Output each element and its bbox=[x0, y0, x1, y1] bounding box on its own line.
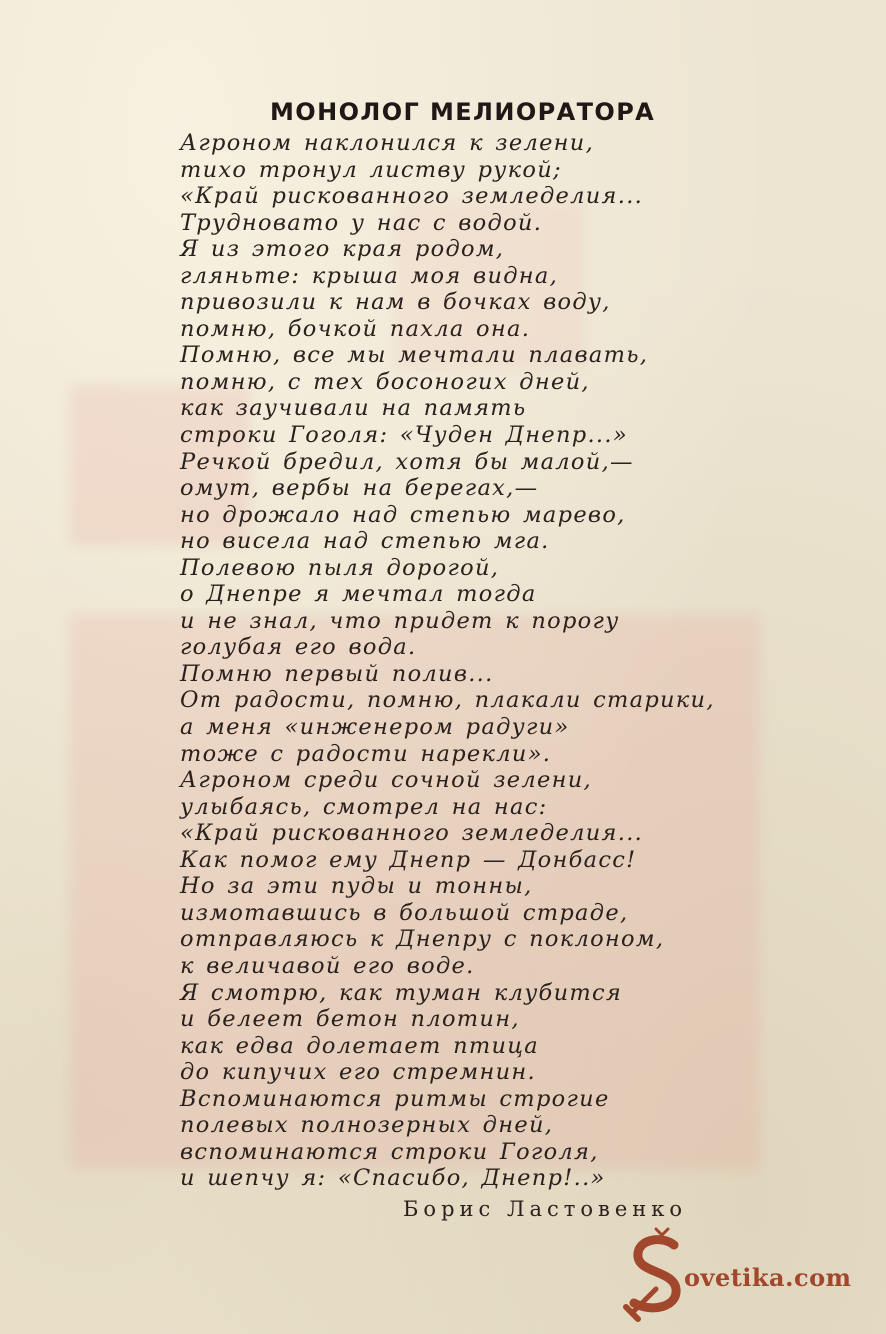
poem-line: Как помог ему Днепр — Донбасс! bbox=[180, 846, 637, 873]
poem-line: Я из этого края родом, bbox=[180, 236, 505, 263]
poem-line: и не знал, что придет к порогу bbox=[180, 607, 620, 634]
poem-line: Вспоминаются ритмы строгие bbox=[180, 1085, 610, 1112]
poem-title: МОНОЛОГ МЕЛИОРАТОРА bbox=[270, 98, 656, 126]
poem-line: улыбаясь, смотрел на нас: bbox=[180, 793, 548, 820]
poem-line: и шепчу я: «Спасибо, Днепр!..» bbox=[180, 1165, 606, 1192]
poem-line: измотавшись в большой страде, bbox=[180, 899, 629, 926]
poem-line: до кипучих его стремнин. bbox=[180, 1059, 536, 1086]
poem-line: Речкой бредил, хотя бы малой,— bbox=[180, 448, 634, 475]
poem-line: помню, бочкой пахла она. bbox=[180, 315, 531, 342]
poem-line: Агроном наклонился к зелени, bbox=[180, 130, 595, 156]
poem-line: тоже с радости нарекли». bbox=[180, 740, 552, 767]
poem-line: Трудновато у нас с водой. bbox=[180, 209, 543, 236]
poem-line: Агроном среди сочной зелени, bbox=[180, 767, 593, 794]
poem-line: привозили к нам в бочках воду, bbox=[180, 289, 611, 316]
poem-author: Борис Ластовенко bbox=[403, 1197, 688, 1221]
poem-line: как едва долетает птица bbox=[180, 1032, 540, 1059]
poem-body bbox=[180, 130, 715, 1192]
poem-line: Я смотрю, как туман клубится bbox=[180, 979, 623, 1006]
poem-line: отправляюсь к Днепру с поклоном, bbox=[180, 926, 665, 953]
poem-line: Помню, все мы мечтали плавать, bbox=[180, 342, 649, 369]
poem-line: голубая его вода. bbox=[180, 634, 417, 661]
poem-line: но дрожало над степью марево, bbox=[180, 501, 626, 528]
poem-line: От радости, помню, плакали старики, bbox=[180, 687, 715, 714]
poem-line: вспоминаются строки Гоголя, bbox=[180, 1138, 599, 1165]
poem-line: и белеет бетон плотин, bbox=[180, 1006, 520, 1033]
poem-line: строки Гоголя: «Чуден Днепр...» bbox=[180, 422, 628, 449]
poem-line: омут, вербы на берегах,— bbox=[180, 475, 539, 502]
poem-line: помню, с тех босоногих дней, bbox=[180, 368, 590, 395]
poem-line: «Край рискованного земледелия... bbox=[180, 820, 644, 847]
poem-line: Но за эти пуды и тонны, bbox=[180, 873, 533, 900]
watermark-text: ovetika.com bbox=[684, 1263, 852, 1292]
poem-line: «Край рискованного земледелия... bbox=[180, 183, 644, 210]
poem-line: а меня «инженером радуги» bbox=[180, 714, 570, 741]
poem-line: как заучивали на память bbox=[180, 395, 527, 422]
poem-line: Полевою пыля дорогой, bbox=[180, 554, 500, 581]
poem-line: о Днепре я мечтал тогда bbox=[180, 581, 537, 608]
poem-line: к величавой его воде. bbox=[180, 952, 475, 979]
poem-line: но висела над степью мга. bbox=[180, 528, 550, 555]
poem-line: полевых полнозерных дней, bbox=[180, 1112, 554, 1139]
sovetika-watermark[interactable] bbox=[622, 1225, 862, 1325]
poem-line: тихо тронул листву рукой; bbox=[180, 156, 562, 183]
poem-line: гляньте: крыша моя видна, bbox=[180, 262, 559, 289]
poem-line: Помню первый полив... bbox=[180, 660, 494, 687]
